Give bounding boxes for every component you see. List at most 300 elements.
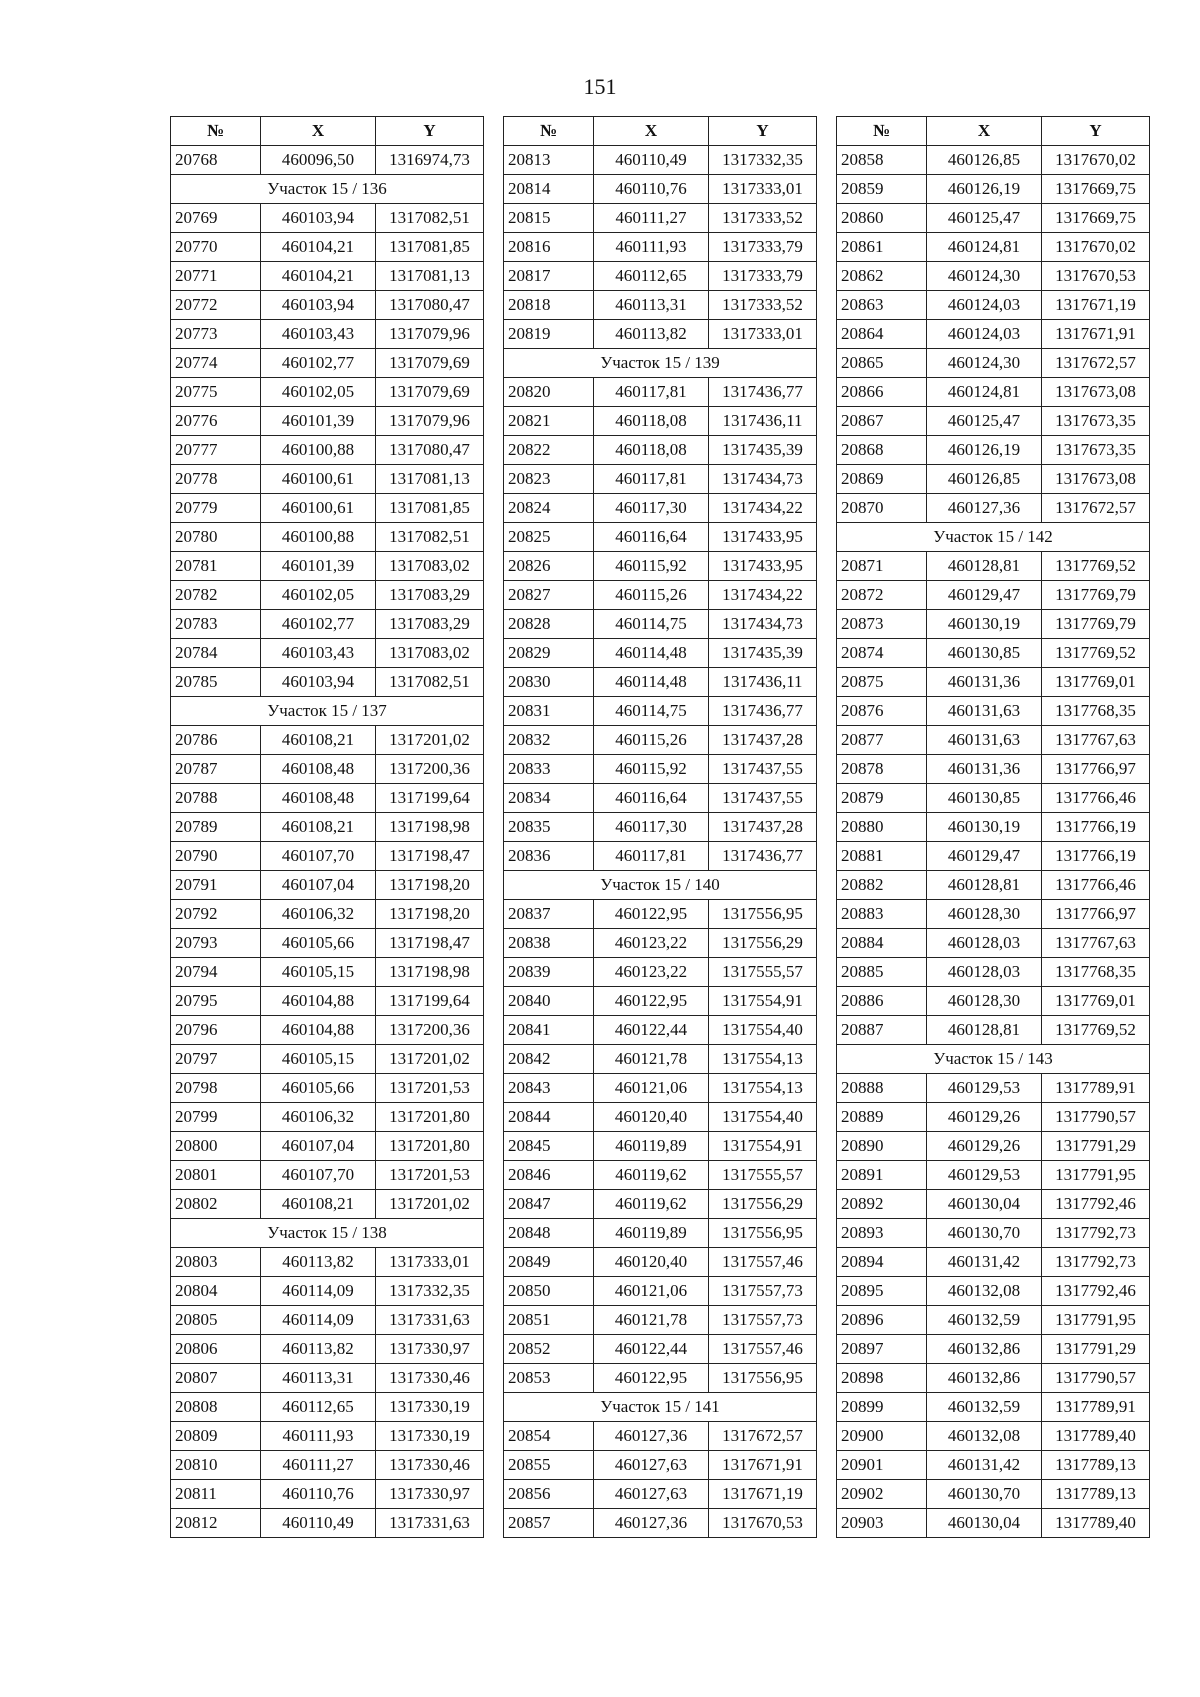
x-coordinate-cell: 460132,08 [927,1422,1042,1451]
table-row [504,755,817,784]
y-coordinate-cell: 1317766,46 [1042,871,1150,900]
coordinates-table-1 [170,116,484,1538]
table-row [504,842,817,871]
point-number-cell: 20805 [171,1306,261,1335]
point-number-cell: 20824 [504,494,594,523]
table-row [837,494,1150,523]
table-row [171,1480,484,1509]
table-row [837,1190,1150,1219]
table-row [504,523,817,552]
point-number-cell: 20865 [837,349,927,378]
y-coordinate-cell: 1317083,29 [376,610,484,639]
x-coordinate-cell: 460101,39 [261,407,376,436]
x-coordinate-cell: 460125,47 [927,204,1042,233]
table-row [171,610,484,639]
table-row [171,233,484,262]
table-row [171,1074,484,1103]
table-row [837,1161,1150,1190]
table-row [171,523,484,552]
table-row [504,1074,817,1103]
point-number-cell: 20842 [504,1045,594,1074]
table-row [504,1509,817,1538]
table-row [837,175,1150,204]
x-coordinate-cell: 460113,31 [261,1364,376,1393]
y-coordinate-cell: 1317198,47 [376,842,484,871]
y-coordinate-cell: 1317436,77 [709,842,817,871]
y-coordinate-cell: 1317769,01 [1042,987,1150,1016]
x-coordinate-cell: 460103,94 [261,204,376,233]
table-row [171,639,484,668]
x-coordinate-cell: 460111,93 [594,233,709,262]
y-coordinate-cell: 1317789,13 [1042,1480,1150,1509]
y-coordinate-cell: 1317792,73 [1042,1248,1150,1277]
x-coordinate-cell: 460121,06 [594,1277,709,1306]
point-number-cell: 20787 [171,755,261,784]
table-row [837,291,1150,320]
table-row [171,1132,484,1161]
table-row [504,1016,817,1045]
point-number-cell: 20848 [504,1219,594,1248]
table-row [171,552,484,581]
table-row [171,320,484,349]
point-number-cell: 20889 [837,1103,927,1132]
y-coordinate-cell: 1317556,95 [709,1219,817,1248]
y-coordinate-cell: 1317557,46 [709,1248,817,1277]
table-row [837,1393,1150,1422]
table-row [171,871,484,900]
point-number-cell: 20837 [504,900,594,929]
x-coordinate-cell: 460105,66 [261,929,376,958]
y-coordinate-cell: 1317790,57 [1042,1364,1150,1393]
x-coordinate-cell: 460108,21 [261,1190,376,1219]
table-row [837,378,1150,407]
y-coordinate-cell: 1317673,35 [1042,407,1150,436]
point-number-cell: 20807 [171,1364,261,1393]
x-coordinate-cell: 460124,30 [927,262,1042,291]
point-number-cell: 20804 [171,1277,261,1306]
table-row [504,320,817,349]
x-coordinate-cell: 460112,65 [261,1393,376,1422]
x-coordinate-cell: 460106,32 [261,1103,376,1132]
x-coordinate-cell: 460104,88 [261,1016,376,1045]
table-row [171,262,484,291]
table-row [171,1422,484,1451]
point-number-cell: 20868 [837,436,927,465]
x-coordinate-cell: 460118,08 [594,436,709,465]
table-row [837,552,1150,581]
y-coordinate-cell: 1317330,97 [376,1335,484,1364]
x-coordinate-cell: 460114,48 [594,668,709,697]
x-coordinate-cell: 460132,59 [927,1393,1042,1422]
table-row [171,1277,484,1306]
y-coordinate-cell: 1317671,91 [1042,320,1150,349]
y-coordinate-cell: 1317672,57 [709,1422,817,1451]
x-coordinate-cell: 460115,26 [594,581,709,610]
y-coordinate-cell: 1317081,13 [376,262,484,291]
point-number-cell: 20833 [504,755,594,784]
point-number-cell: 20885 [837,958,927,987]
table-row [171,1190,484,1219]
x-coordinate-cell: 460118,08 [594,407,709,436]
point-number-cell: 20856 [504,1480,594,1509]
x-coordinate-cell: 460128,81 [927,871,1042,900]
y-coordinate-cell: 1317333,52 [709,204,817,233]
x-coordinate-cell: 460130,85 [927,784,1042,813]
x-coordinate-cell: 460126,19 [927,175,1042,204]
x-coordinate-cell: 460104,88 [261,987,376,1016]
x-coordinate-cell: 460128,03 [927,958,1042,987]
y-coordinate-cell: 1317330,19 [376,1393,484,1422]
point-number-cell: 20872 [837,581,927,610]
section-label: Участок 15 / 139 [504,349,817,378]
y-coordinate-cell: 1317670,02 [1042,233,1150,262]
table-row [837,349,1150,378]
y-coordinate-cell: 1317201,53 [376,1161,484,1190]
y-coordinate-cell: 1317083,29 [376,581,484,610]
y-coordinate-cell: 1317792,46 [1042,1190,1150,1219]
x-coordinate-cell: 460112,65 [594,262,709,291]
x-coordinate-cell: 460129,26 [927,1132,1042,1161]
x-coordinate-cell: 460113,31 [594,291,709,320]
column-header-x: X [261,117,376,146]
table-row [504,146,817,175]
table-row [504,1219,817,1248]
point-number-cell: 20855 [504,1451,594,1480]
table-row [504,1190,817,1219]
y-coordinate-cell: 1317434,22 [709,494,817,523]
table-row [837,1074,1150,1103]
y-coordinate-cell: 1317436,11 [709,407,817,436]
table-row [171,900,484,929]
table-row [504,378,817,407]
table-row [837,842,1150,871]
y-coordinate-cell: 1317437,55 [709,784,817,813]
y-coordinate-cell: 1317333,52 [709,291,817,320]
table-row [837,1480,1150,1509]
point-number-cell: 20771 [171,262,261,291]
x-coordinate-cell: 460114,75 [594,610,709,639]
point-number-cell: 20783 [171,610,261,639]
point-number-cell: 20864 [837,320,927,349]
point-number-cell: 20838 [504,929,594,958]
y-coordinate-cell: 1317789,91 [1042,1074,1150,1103]
x-coordinate-cell: 460110,49 [261,1509,376,1538]
y-coordinate-cell: 1316974,73 [376,146,484,175]
point-number-cell: 20825 [504,523,594,552]
point-number-cell: 20798 [171,1074,261,1103]
y-coordinate-cell: 1317555,57 [709,958,817,987]
x-coordinate-cell: 460108,48 [261,755,376,784]
table-row [837,1306,1150,1335]
table-row [504,610,817,639]
y-coordinate-cell: 1317671,91 [709,1451,817,1480]
table-row [171,842,484,871]
point-number-cell: 20851 [504,1306,594,1335]
point-number-cell: 20770 [171,233,261,262]
y-coordinate-cell: 1317769,52 [1042,639,1150,668]
point-number-cell: 20835 [504,813,594,842]
table-row [837,813,1150,842]
table-header-row [837,117,1150,146]
section-row [171,697,484,726]
table-row [171,668,484,697]
point-number-cell: 20784 [171,639,261,668]
table-row [504,1045,817,1074]
x-coordinate-cell: 460117,30 [594,494,709,523]
x-coordinate-cell: 460121,78 [594,1306,709,1335]
y-coordinate-cell: 1317332,35 [709,146,817,175]
y-coordinate-cell: 1317198,98 [376,813,484,842]
point-number-cell: 20861 [837,233,927,262]
y-coordinate-cell: 1317789,40 [1042,1422,1150,1451]
y-coordinate-cell: 1317789,40 [1042,1509,1150,1538]
x-coordinate-cell: 460103,43 [261,639,376,668]
point-number-cell: 20873 [837,610,927,639]
point-number-cell: 20886 [837,987,927,1016]
point-number-cell: 20884 [837,929,927,958]
point-number-cell: 20871 [837,552,927,581]
x-coordinate-cell: 460117,81 [594,842,709,871]
x-coordinate-cell: 460113,82 [261,1248,376,1277]
table-header-row [504,117,817,146]
table-row [837,697,1150,726]
x-coordinate-cell: 460127,36 [594,1509,709,1538]
table-row [171,1335,484,1364]
point-number-cell: 20830 [504,668,594,697]
y-coordinate-cell: 1317434,73 [709,610,817,639]
point-number-cell: 20847 [504,1190,594,1219]
y-coordinate-cell: 1317200,36 [376,755,484,784]
x-coordinate-cell: 460107,70 [261,842,376,871]
x-coordinate-cell: 460127,63 [594,1451,709,1480]
table-row [171,813,484,842]
x-coordinate-cell: 460106,32 [261,900,376,929]
point-number-cell: 20854 [504,1422,594,1451]
x-coordinate-cell: 460107,04 [261,871,376,900]
point-number-cell: 20794 [171,958,261,987]
table-row [837,958,1150,987]
point-number-cell: 20810 [171,1451,261,1480]
y-coordinate-cell: 1317437,28 [709,726,817,755]
x-coordinate-cell: 460102,05 [261,378,376,407]
point-number-cell: 20814 [504,175,594,204]
y-coordinate-cell: 1317556,95 [709,1364,817,1393]
y-coordinate-cell: 1317083,02 [376,552,484,581]
y-coordinate-cell: 1317767,63 [1042,726,1150,755]
column-header-y: Y [376,117,484,146]
point-number-cell: 20877 [837,726,927,755]
point-number-cell: 20849 [504,1248,594,1277]
point-number-cell: 20781 [171,552,261,581]
table-row [504,233,817,262]
point-number-cell: 20858 [837,146,927,175]
y-coordinate-cell: 1317082,51 [376,523,484,552]
point-number-cell: 20901 [837,1451,927,1480]
y-coordinate-cell: 1317673,08 [1042,465,1150,494]
table-row [171,204,484,233]
table-row [837,1364,1150,1393]
point-number-cell: 20843 [504,1074,594,1103]
table-row [504,1306,817,1335]
point-number-cell: 20802 [171,1190,261,1219]
table-row [504,1132,817,1161]
y-coordinate-cell: 1317333,01 [709,320,817,349]
y-coordinate-cell: 1317554,91 [709,1132,817,1161]
y-coordinate-cell: 1317333,01 [709,175,817,204]
point-number-cell: 20895 [837,1277,927,1306]
x-coordinate-cell: 460122,44 [594,1016,709,1045]
point-number-cell: 20801 [171,1161,261,1190]
table-row [837,784,1150,813]
point-number-cell: 20844 [504,1103,594,1132]
point-number-cell: 20866 [837,378,927,407]
y-coordinate-cell: 1317768,35 [1042,958,1150,987]
x-coordinate-cell: 460122,95 [594,900,709,929]
table-row [504,900,817,929]
y-coordinate-cell: 1317791,95 [1042,1306,1150,1335]
table-row [504,1335,817,1364]
point-number-cell: 20813 [504,146,594,175]
y-coordinate-cell: 1317081,13 [376,465,484,494]
table-row [504,929,817,958]
x-coordinate-cell: 460128,81 [927,552,1042,581]
x-coordinate-cell: 460121,78 [594,1045,709,1074]
table-row [171,755,484,784]
x-coordinate-cell: 460103,94 [261,668,376,697]
y-coordinate-cell: 1317554,40 [709,1016,817,1045]
table-row [171,784,484,813]
y-coordinate-cell: 1317201,02 [376,1045,484,1074]
point-number-cell: 20897 [837,1335,927,1364]
table-row [504,987,817,1016]
point-number-cell: 20875 [837,668,927,697]
y-coordinate-cell: 1317330,46 [376,1451,484,1480]
x-coordinate-cell: 460111,27 [261,1451,376,1480]
point-number-cell: 20791 [171,871,261,900]
table-row [837,1248,1150,1277]
y-coordinate-cell: 1317670,53 [1042,262,1150,291]
x-coordinate-cell: 460104,21 [261,233,376,262]
table-row [171,146,484,175]
x-coordinate-cell: 460129,53 [927,1161,1042,1190]
y-coordinate-cell: 1317079,69 [376,378,484,407]
y-coordinate-cell: 1317083,02 [376,639,484,668]
table-row [171,465,484,494]
section-label: Участок 15 / 140 [504,871,817,900]
x-coordinate-cell: 460126,85 [927,465,1042,494]
y-coordinate-cell: 1317199,64 [376,987,484,1016]
column-header-y: Y [709,117,817,146]
table-row [837,1451,1150,1480]
y-coordinate-cell: 1317789,13 [1042,1451,1150,1480]
point-number-cell: 20881 [837,842,927,871]
x-coordinate-cell: 460117,30 [594,813,709,842]
x-coordinate-cell: 460115,92 [594,755,709,784]
y-coordinate-cell: 1317673,08 [1042,378,1150,407]
table-row [837,581,1150,610]
x-coordinate-cell: 460108,48 [261,784,376,813]
x-coordinate-cell: 460114,09 [261,1306,376,1335]
table-row [837,436,1150,465]
y-coordinate-cell: 1317673,35 [1042,436,1150,465]
table-row [171,291,484,320]
x-coordinate-cell: 460131,42 [927,1451,1042,1480]
x-coordinate-cell: 460100,88 [261,523,376,552]
y-coordinate-cell: 1317082,51 [376,204,484,233]
table-row [837,1219,1150,1248]
point-number-cell: 20896 [837,1306,927,1335]
x-coordinate-cell: 460127,63 [594,1480,709,1509]
y-coordinate-cell: 1317330,19 [376,1422,484,1451]
x-coordinate-cell: 460121,06 [594,1074,709,1103]
point-number-cell: 20831 [504,697,594,726]
table-row [504,291,817,320]
point-number-cell: 20828 [504,610,594,639]
column-header-number: № [171,117,261,146]
y-coordinate-cell: 1317331,63 [376,1509,484,1538]
table-row [504,958,817,987]
point-number-cell: 20852 [504,1335,594,1364]
x-coordinate-cell: 460129,47 [927,581,1042,610]
y-coordinate-cell: 1317769,52 [1042,1016,1150,1045]
x-coordinate-cell: 460105,15 [261,958,376,987]
y-coordinate-cell: 1317201,80 [376,1132,484,1161]
table-row [504,639,817,668]
table-row [837,262,1150,291]
column-header-number: № [504,117,594,146]
table-row [171,1393,484,1422]
y-coordinate-cell: 1317554,13 [709,1074,817,1103]
coordinates-table-3 [836,116,1150,1538]
x-coordinate-cell: 460129,53 [927,1074,1042,1103]
y-coordinate-cell: 1317766,97 [1042,900,1150,929]
column-header-x: X [927,117,1042,146]
point-number-cell: 20816 [504,233,594,262]
x-coordinate-cell: 460114,09 [261,1277,376,1306]
point-number-cell: 20821 [504,407,594,436]
point-number-cell: 20800 [171,1132,261,1161]
x-coordinate-cell: 460110,76 [261,1480,376,1509]
x-coordinate-cell: 460117,81 [594,465,709,494]
table-row [171,1016,484,1045]
x-coordinate-cell: 460127,36 [927,494,1042,523]
y-coordinate-cell: 1317079,96 [376,407,484,436]
point-number-cell: 20823 [504,465,594,494]
point-number-cell: 20867 [837,407,927,436]
x-coordinate-cell: 460130,19 [927,813,1042,842]
x-coordinate-cell: 460110,49 [594,146,709,175]
point-number-cell: 20880 [837,813,927,842]
point-number-cell: 20796 [171,1016,261,1045]
x-coordinate-cell: 460130,70 [927,1480,1042,1509]
y-coordinate-cell: 1317790,57 [1042,1103,1150,1132]
table-row [171,929,484,958]
y-coordinate-cell: 1317330,46 [376,1364,484,1393]
x-coordinate-cell: 460124,03 [927,320,1042,349]
y-coordinate-cell: 1317766,97 [1042,755,1150,784]
y-coordinate-cell: 1317669,75 [1042,204,1150,233]
point-number-cell: 20883 [837,900,927,929]
table-row [504,726,817,755]
x-coordinate-cell: 460105,66 [261,1074,376,1103]
y-coordinate-cell: 1317437,28 [709,813,817,842]
x-coordinate-cell: 460131,63 [927,697,1042,726]
table-row [171,1364,484,1393]
table-row [171,349,484,378]
point-number-cell: 20859 [837,175,927,204]
point-number-cell: 20815 [504,204,594,233]
x-coordinate-cell: 460115,26 [594,726,709,755]
